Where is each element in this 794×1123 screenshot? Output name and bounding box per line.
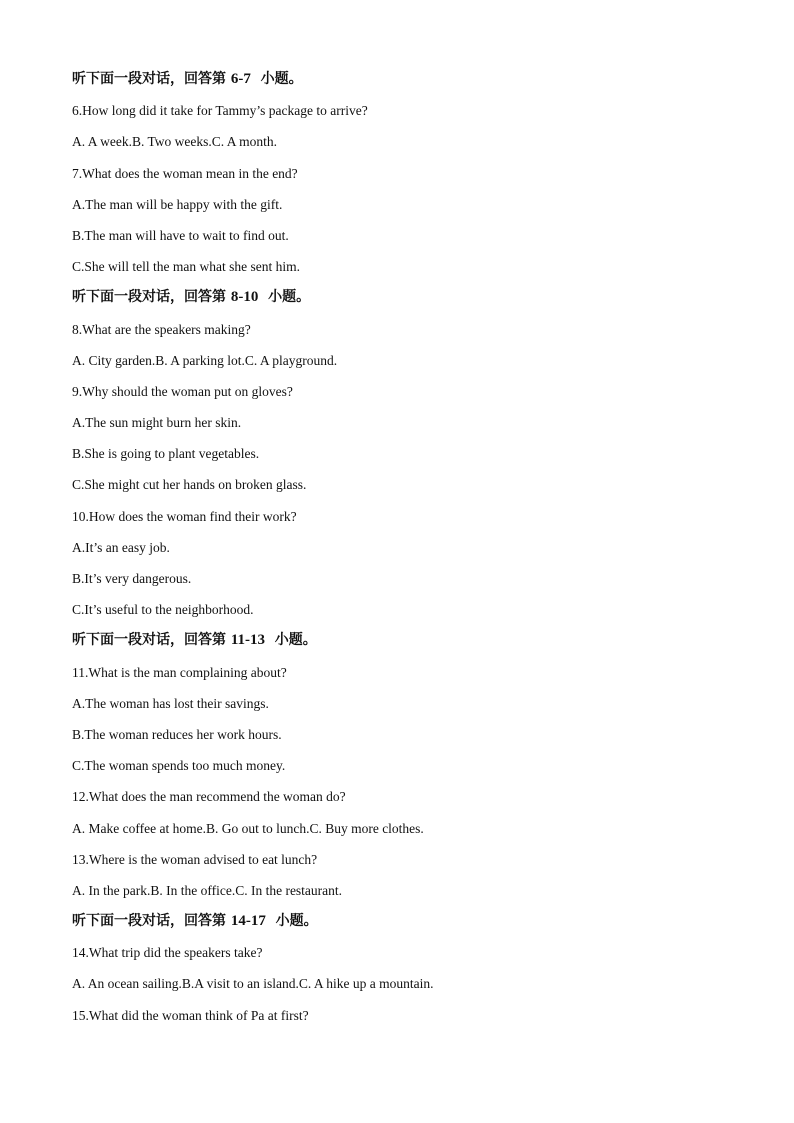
heading-prefix: 听下面一段对话，回答第 [72, 289, 226, 306]
option-10a: A.It’s an easy job. [72, 539, 170, 555]
heading-prefix: 听下面一段对话，回答第 [72, 913, 226, 930]
option-9c: C.She might cut her hands on broken glass. [72, 477, 307, 493]
section-heading [72, 906, 762, 937]
heading-range: 14-17 [230, 913, 266, 930]
heading-suffix: 小题。 [268, 289, 311, 306]
options-14: A. An ocean sailing.B.A visit to an island.C. A hike up a mountain. [72, 976, 434, 992]
option-7c: C.She will tell the man what she sent him. [72, 259, 300, 275]
option-11a: A.The woman has lost their savings. [72, 695, 269, 711]
option-7a: A.The man will be happy with the gift. [72, 196, 283, 212]
options-13: A. In the park.B. In the office.C. In the restaurant. [72, 882, 343, 898]
question-14: 14.What trip did the speakers take? [72, 945, 263, 961]
question-10: 10.How does the woman find their work? [72, 508, 297, 524]
question-15: 15.What did the woman think of Pa at first? [72, 1007, 309, 1023]
section-heading [72, 64, 762, 95]
options-12: A. Make coffee at home.B. Go out to lunch.C. Buy more clothes. [72, 820, 424, 836]
question-11: 11.What is the man complaining about? [72, 664, 287, 680]
question-9: 9.Why should the woman put on gloves? [72, 383, 293, 399]
section-11-13 [72, 625, 762, 906]
section-heading [72, 625, 762, 656]
question-13: 13.Where is the woman advised to eat lunch? [72, 851, 318, 867]
option-10b: B.It’s very dangerous. [72, 571, 192, 586]
question-6: 6.How long did it take for Tammy’s package to arrive? [72, 103, 368, 119]
section-heading [72, 282, 762, 313]
option-10c: C.It’s useful to the neighborhood. [72, 602, 254, 618]
options-6: A. A week.B. Two weeks.C. A month. [72, 134, 278, 150]
heading-prefix: 听下面一段对话，回答第 [72, 632, 226, 649]
option-9b: B.She is going to plant vegetables. [72, 446, 260, 462]
heading-suffix: 小题。 [260, 71, 303, 87]
heading-range: 8-10 [230, 289, 259, 306]
section-6-7 [72, 64, 762, 282]
options-8: A. City garden.B. A parking lot.C. A playground. [72, 352, 338, 368]
heading-range: 11-13 [230, 632, 266, 649]
option-11c: C.The woman spends too much money. [72, 758, 286, 774]
question-8: 8.What are the speakers making? [72, 321, 251, 337]
question-12: 12.What does the man recommend the woman do? [72, 789, 346, 805]
section-14-17 [72, 906, 762, 1031]
heading-suffix: 小题。 [275, 913, 318, 930]
heading-suffix: 小题。 [274, 632, 317, 649]
option-9a: A.The sun might burn her skin. [72, 415, 242, 431]
question-7: 7.What does the woman mean in the end? [72, 165, 298, 181]
option-11b: B.The woman reduces her work hours. [72, 726, 282, 742]
heading-range: 6-7 [230, 71, 251, 87]
heading-prefix: 听下面一段对话，回答第 [72, 71, 226, 87]
section-8-10 [72, 282, 762, 625]
exam-page [72, 64, 762, 1031]
option-7b: B.The man will have to wait to find out. [72, 227, 289, 243]
